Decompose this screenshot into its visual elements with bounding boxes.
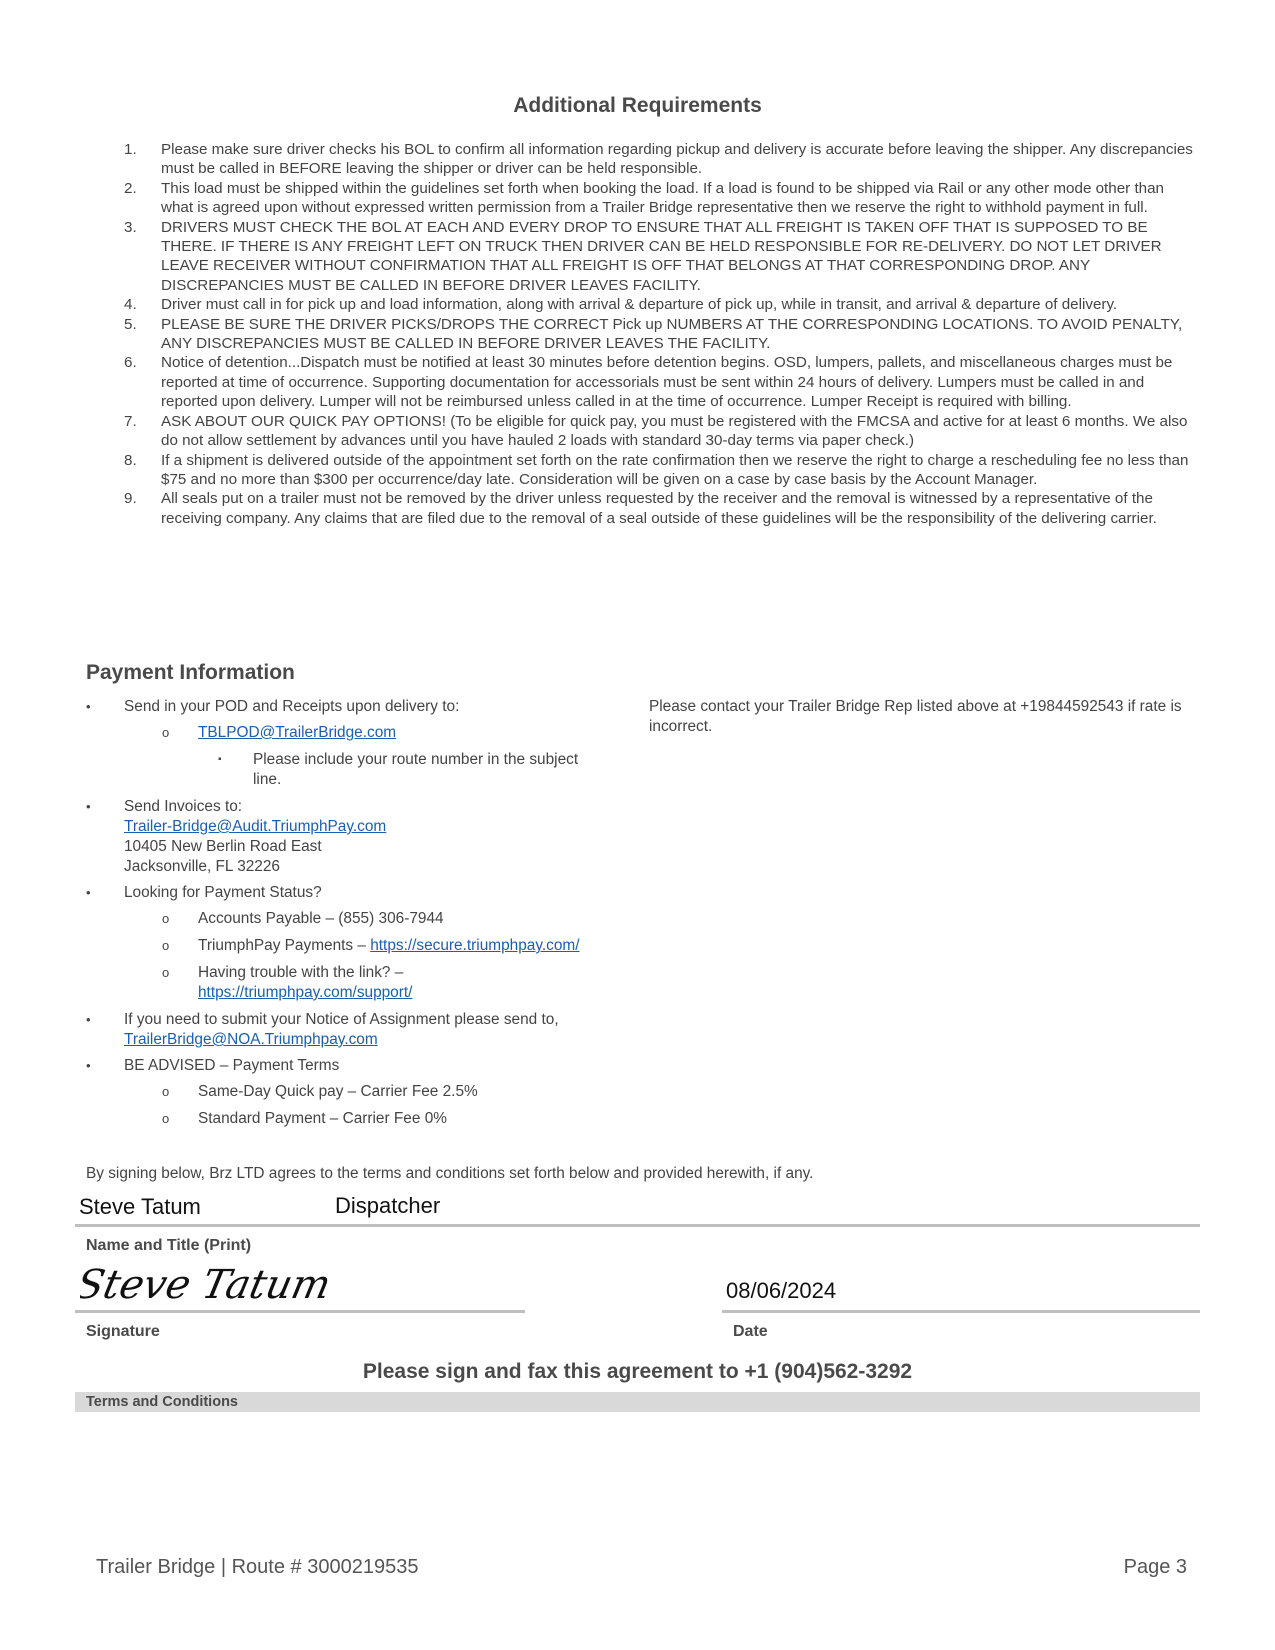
requirement-item [118, 489, 1193, 528]
requirement-number: 7. [124, 412, 137, 430]
terms-label: Terms and Conditions [86, 1394, 238, 1410]
circle-bullet-icon: o [162, 965, 170, 980]
terms-header [75, 1392, 1200, 1412]
advised-label: BE ADVISED – Payment Terms [124, 1057, 340, 1074]
requirement-text: DRIVERS MUST CHECK THE BOL AT EACH AND EVERY DROP TO ENSURE THAT ALL FREIGHT IS TAKEN OFF THAT IS SUPPOSED TO BE THERE. IF THERE IS ANY FREIGHT LEFT ON TRUCK THEN DRIVER CAN BE HELD RESPONSIBLE FOR RE-DELIVERY. DO NOT LET DRIVER LEAVE RECEIVER WITHOUT CONFIRMATION THAT ALL FREIGHT IS OFF THAT BELONGS AT THAT CORRESPONDING DROP. ANY DISCREPANCIES MUST BE CALLED IN BEFORE DRIVER LEAVES FACILITY. [161, 218, 1162, 294]
noa-label: If you need to submit your Notice of Assignment please send to, [124, 1011, 559, 1028]
list-item [86, 797, 626, 877]
status-label: Looking for Payment Status? [124, 884, 322, 901]
requirement-item [118, 315, 1193, 354]
requirement-text: ASK ABOUT OUR QUICK PAY OPTIONS! (To be eligible for quick pay, you must be registered with the FMCSA and active for at least 6 months. We also do not allow settlement by advances until you have hauled 2 loads with standard 30-day terms via paper check.) [161, 412, 1188, 450]
triumph-label: TriumphPay Payments – [198, 937, 371, 954]
pod-label: Send in your POD and Receipts upon delivery to: [124, 698, 460, 715]
pod-email-link[interactable]: TBLPOD@TrailerBridge.com [198, 724, 397, 741]
requirements-title: Additional Requirements [513, 94, 762, 117]
bullet-icon: • [86, 885, 91, 900]
invoices-label: Send Invoices to: [124, 798, 243, 815]
invoices-address-line2: Jacksonville, FL 32226 [124, 858, 280, 875]
noa-email-link[interactable]: TrailerBridge@NOA.Triumphpay.com [124, 1031, 378, 1048]
name-title-label: Name and Title (Print) [86, 1237, 252, 1254]
signature-lettering: Steve Tatum [80, 1260, 336, 1308]
requirements-list [118, 140, 1193, 528]
list-item [86, 909, 626, 929]
agreement-text: By signing below, Brz LTD agrees to the terms and conditions set forth below and provided herewith, if any. [86, 1165, 814, 1182]
date-line [722, 1310, 1200, 1313]
footer-route: Trailer Bridge | Route # 3000219535 [96, 1556, 419, 1578]
list-item [86, 936, 626, 956]
payment-title: Payment Information [86, 661, 295, 684]
requirement-item [118, 412, 1193, 451]
requirement-item [118, 353, 1193, 411]
list-item [86, 1056, 626, 1076]
requirement-number: 4. [124, 296, 137, 314]
printed-name: Steve Tatum [79, 1194, 201, 1219]
requirement-item [118, 295, 1193, 314]
circle-bullet-icon: o [162, 1084, 170, 1099]
requirement-number: 8. [124, 451, 137, 469]
requirement-text: All seals put on a trailer must not be removed by the driver unless requested by the receiver and the removal is witnessed by a representative of the receiving company. Any claims that are filed due to the removal of a seal outside of these guidelines will be the responsibility of the delivering carrier. [161, 490, 1157, 527]
triumph-link[interactable]: https://secure.triumphpay.com/ [370, 937, 580, 954]
signature-image [80, 1260, 340, 1310]
signed-date: 08/06/2024 [726, 1278, 837, 1303]
list-item [86, 697, 626, 717]
requirement-text: PLEASE BE SURE THE DRIVER PICKS/DROPS THE CORRECT Pick up NUMBERS AT THE CORRESPONDING LOCATIONS. TO AVOID PENALTY, ANY DISCREPANCIES MUST BE CALLED IN BEFORE DRIVER LEAVES THE FACILITY. [161, 315, 1183, 353]
requirement-number: 2. [124, 179, 137, 197]
requirement-item [118, 179, 1193, 218]
list-item [86, 963, 626, 1003]
list-item [86, 1082, 626, 1102]
requirement-text: Please make sure driver checks his BOL to confirm all information regarding pickup and delivery is accurate before leaving the shipper. Any discrepancies must be called in BEFORE leaving the shipper or driver can be held responsible. [161, 141, 1193, 178]
list-item [86, 723, 626, 743]
square-bullet-icon: ▪ [218, 754, 222, 765]
bullet-icon: • [86, 799, 91, 814]
requirement-number: 5. [124, 315, 137, 333]
accounts-payable: Accounts Payable – (855) 306-7944 [198, 910, 444, 927]
fax-instruction: Please sign and fax this agreement to +1 (904)562-3292 [362, 1360, 913, 1383]
requirement-text: If a shipment is delivered outside of the appointment set forth on the rate confirmation then we reserve the right to charge a rescheduling fee no less than $75 and no more than $300 per occurrence/day late. Consideration will be given on a case by case basis by the Account Manager. [161, 451, 1189, 488]
term-standard: Standard Payment – Carrier Fee 0% [198, 1110, 447, 1127]
signature-label: Signature [86, 1323, 160, 1340]
pod-note: Please include your route number in the subject line. [253, 751, 579, 788]
circle-bullet-icon: o [162, 1111, 170, 1126]
signature-line [75, 1310, 525, 1313]
support-link[interactable]: https://triumphpay.com/support/ [198, 984, 413, 1001]
list-item [86, 750, 626, 790]
bullet-icon: • [86, 1012, 91, 1027]
invoices-address-line1: 10405 New Berlin Road East [124, 838, 322, 855]
name-title-line [75, 1224, 1200, 1227]
requirement-number: 1. [124, 141, 137, 158]
invoices-email-link[interactable]: Trailer-Bridge@Audit.TriumphPay.com [124, 818, 387, 835]
circle-bullet-icon: o [162, 725, 170, 740]
requirement-number: 6. [124, 354, 137, 372]
list-item [86, 883, 626, 903]
circle-bullet-icon: o [162, 911, 170, 926]
printed-title: Dispatcher [335, 1193, 441, 1218]
term-quick-pay: Same-Day Quick pay – Carrier Fee 2.5% [198, 1083, 478, 1100]
date-label: Date [733, 1323, 768, 1340]
contact-note: Please contact your Trailer Bridge Rep listed above at +19844592543 if rate is incorrect. [649, 698, 1182, 735]
requirement-text: Notice of detention...Dispatch must be notified at least 30 minutes before detention begins. OSD, lumpers, pallets, and miscellaneous charges must be reported at time of occurrence. Supporting documentation for accessorials must be sent within 24 hours of delivery. Lumpers must be called in and reported upon delivery. Lumper will not be reimbursed unless called in at the time of occurrence. Lumper Receipt is required with billing. [161, 354, 1173, 411]
requirement-item [118, 140, 1193, 179]
requirement-text: Driver must call in for pick up and load information, along with arrival & departure of pick up, while in transit, and arrival & departure of delivery. [161, 296, 1118, 314]
requirement-number: 9. [124, 490, 137, 508]
list-item [86, 1010, 626, 1050]
list-item [86, 1109, 626, 1129]
payment-details [86, 697, 626, 1136]
bullet-icon: • [86, 1058, 91, 1073]
circle-bullet-icon: o [162, 938, 170, 953]
requirement-number: 3. [124, 218, 137, 236]
requirement-item [118, 218, 1193, 296]
requirement-text: This load must be shipped within the guidelines set forth when booking the load. If a load is found to be shipped via Rail or any other mode other than what is agreed upon without expressed written permission from a Trailer Bridge representative then we reserve the right to withhold payment in full. [161, 179, 1165, 217]
requirement-item [118, 451, 1193, 490]
footer-page-number: Page 3 [1123, 1556, 1187, 1578]
trouble-label: Having trouble with the link? – [198, 964, 404, 981]
bullet-icon: • [86, 699, 91, 714]
